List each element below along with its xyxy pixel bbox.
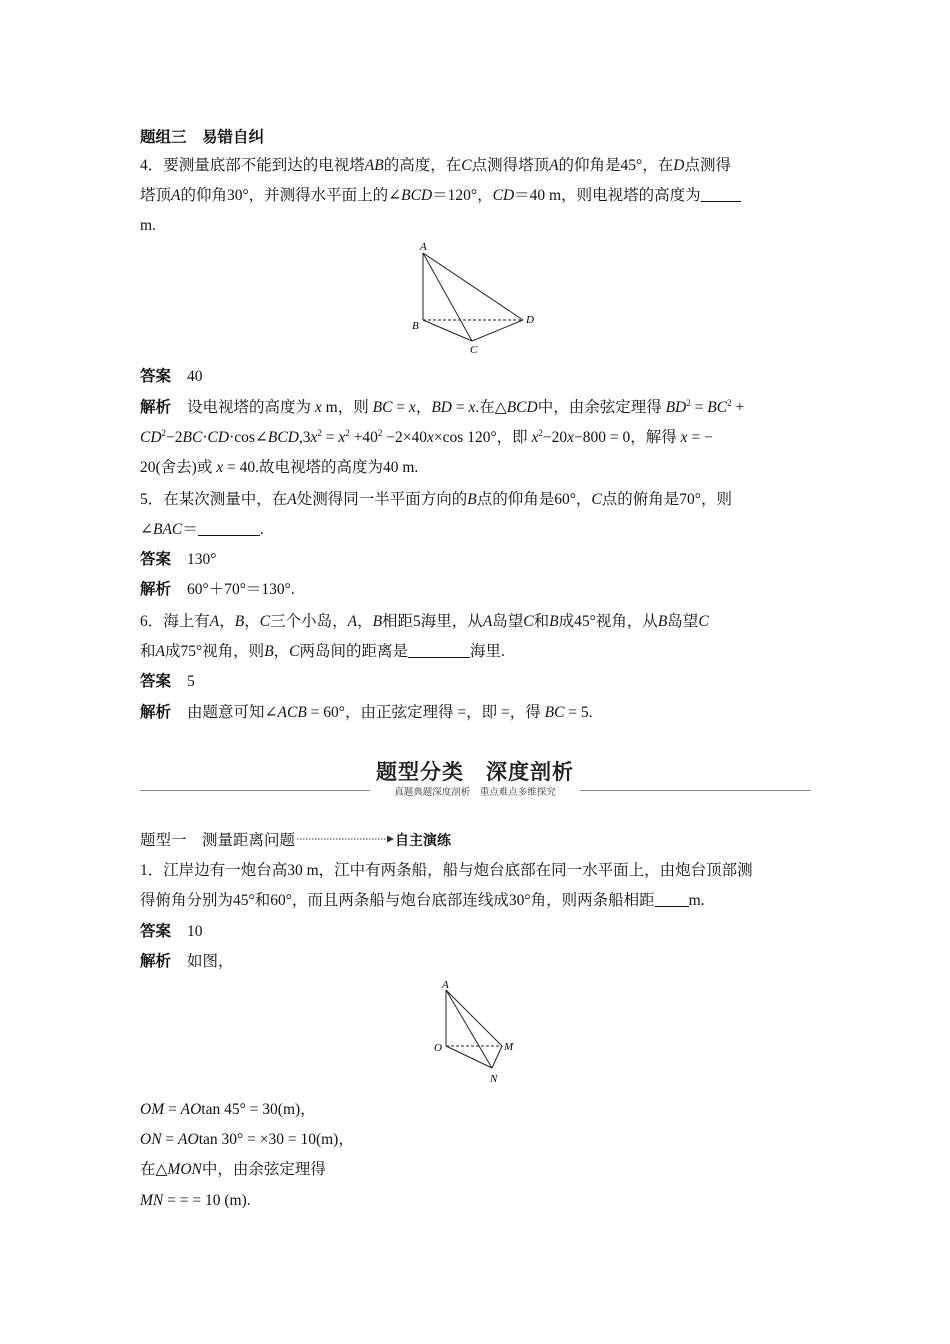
tower-figure bbox=[410, 240, 540, 358]
q4-line-1: 4．要测量底部不能到达的电视塔AB的高度，在C点测得塔顶A的仰角是45°，在D点测得 bbox=[140, 157, 731, 174]
type-tag: 自主演练 bbox=[395, 832, 452, 848]
t1q1-eq-2: ON = AOtan 30° = ×30 = 10(m)， bbox=[140, 1131, 354, 1148]
q6-solution: 解析 由题意可知∠ACB = 60°，由正弦定理得 =，即 =，得 BC = 5. bbox=[140, 704, 593, 721]
q4-answer: 答案 40 bbox=[140, 368, 203, 385]
t1q1-line-2: 得俯角分别为45°和60°，而且两条船与炮台底部连线成30°角，则两条船相距 m. bbox=[140, 892, 705, 909]
label-c: C bbox=[470, 344, 478, 356]
label-n: N bbox=[490, 1073, 498, 1085]
banner-title: 题型分类 深度剖析 bbox=[376, 761, 574, 784]
label-d: D bbox=[526, 314, 534, 326]
answer-blank bbox=[408, 642, 470, 658]
t1q1-eq-1: OM = AOtan 45° = 30(m)， bbox=[140, 1101, 316, 1118]
t1q1-line-1: 1．江岸边有一炮台高30 m，江中有两条船，船与炮台底部在同一水平面上，由炮台顶部测 bbox=[140, 862, 753, 879]
q5-line-2: ∠BAC＝ . bbox=[140, 521, 264, 538]
label-o: O bbox=[434, 1042, 442, 1054]
q4-solution-1: 解析 设电视塔的高度为 x m，则 BC = x，BD = x.在△BCD中，由余弦定理得 $BD^2 = BC^2$ + bbox=[140, 398, 745, 416]
q4-line-2: 塔顶A的仰角30°，并测得水平面上的∠BCD＝120°，CD＝40 m，则电视塔的高度为 bbox=[140, 186, 741, 206]
q5-solution: 解析 60°＋70°＝130°. bbox=[140, 581, 295, 598]
answer-blank bbox=[701, 186, 741, 202]
label-a: A bbox=[442, 979, 449, 991]
label-a: A bbox=[420, 241, 427, 253]
section-heading: 题组三 易错自纠 bbox=[140, 129, 265, 146]
t1q1-eq-4: MN = = = 10 (m). bbox=[140, 1192, 251, 1209]
t1q1-eq-3: 在△MON中，由余弦定理得 bbox=[140, 1161, 326, 1178]
q6-line-2: 和A成75°视角，则B，C两岛间的距离是 海里. bbox=[140, 643, 505, 660]
q5-line-1: 5．在某次测量中，在A处测得同一半平面方向的B点的仰角是60°，C点的俯角是70°，则 bbox=[140, 491, 732, 508]
q6-answer: 答案 5 bbox=[140, 673, 195, 690]
distance-figure bbox=[430, 978, 525, 1090]
label-m: M bbox=[504, 1041, 514, 1053]
answer-blank bbox=[198, 520, 260, 536]
q6-line-1: 6．海上有A，B，C三个小岛，A，B相距5海里，从A岛望C和B成45°视角，从B岛望C bbox=[140, 613, 709, 630]
t1q1-solution: 解析 如图， bbox=[140, 953, 234, 970]
answer-blank bbox=[655, 891, 689, 907]
q5-answer: 答案 130° bbox=[140, 551, 217, 568]
t1q1-answer: 答案 10 bbox=[140, 923, 203, 940]
arrow-icon bbox=[295, 834, 395, 844]
label-b: B bbox=[412, 320, 419, 332]
q4-solution-2: $CD^2-2BC\cdot CD\cdot\cos\angle BCD,3x^2 = x^2 +40^2 -2\times 40x\times\cos$ 120°，即 $x^2-20x-800 = 0$，解得 x = − bbox=[140, 428, 713, 446]
banner-rule-left bbox=[140, 790, 370, 791]
q4-line-3: m. bbox=[140, 217, 156, 234]
banner-subtitle: 真题典题深度剖析 重点难点多维探究 bbox=[394, 787, 556, 798]
banner-rule-right bbox=[580, 790, 811, 791]
type-heading: 题型一 测量距离问题 自主演练 bbox=[140, 832, 452, 849]
q4-solution-3: 20(舍去)或 x = 40.故电视塔的高度为40 m. bbox=[140, 459, 419, 476]
